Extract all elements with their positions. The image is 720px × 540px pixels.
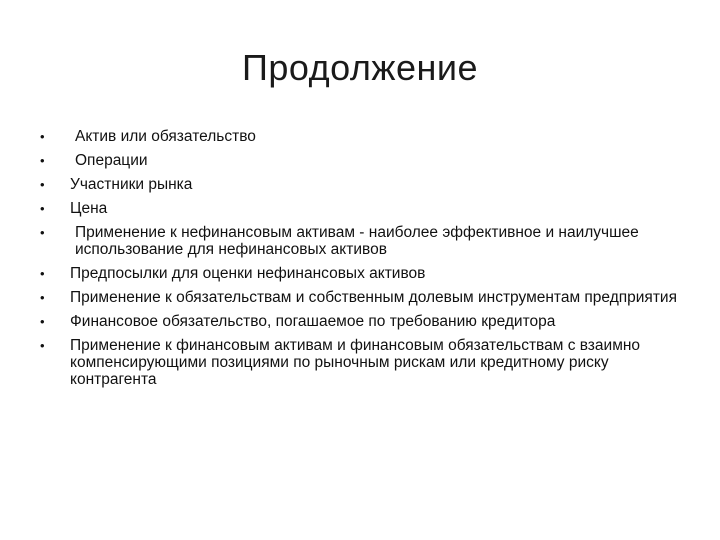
bullet-item-asset-or-liability (38, 128, 688, 145)
bullet-text: Цена (70, 200, 108, 217)
bullet-item-market-participants (38, 176, 688, 193)
bullet-dot: • (40, 338, 45, 353)
bullet-text: Применение к финансовым активам и финансовым обязательствам с взаимно компенсирующими позициями по рыночным рискам или кредитному риску контрагента (70, 337, 641, 388)
bullet-item-valuation-premise (38, 265, 688, 282)
bullet-item-nonfinancial-assets-application (38, 224, 688, 258)
bullet-item-price (38, 200, 688, 217)
bullet-item-offsetting-positions (38, 337, 688, 388)
bullet-dot: • (40, 290, 45, 305)
bullet-item-liabilities-application (38, 289, 688, 306)
bullet-text: Финансовое обязательство, погашаемое по требованию кредитора (70, 313, 556, 330)
bullet-list (38, 128, 688, 395)
bullet-dot: • (40, 266, 45, 281)
bullet-dot: • (40, 177, 45, 192)
bullet-text: Актив или обязательство (75, 128, 256, 145)
bullet-text: Участники рынка (70, 176, 193, 193)
bullet-text: Предпосылки для оценки нефинансовых активов (70, 265, 426, 282)
bullet-dot: • (40, 314, 45, 329)
bullet-text: Применение к обязательствам и собственным долевым инструментам предприятия (70, 289, 677, 306)
bullet-dot: • (40, 129, 45, 144)
bullet-text: Применение к нефинансовым активам - наиболее эффективное и наилучшее использование для нефинансовых активов (75, 224, 639, 258)
bullet-item-demand-liability (38, 313, 688, 330)
bullet-dot: • (40, 153, 45, 168)
bullet-text: Операции (75, 152, 148, 169)
bullet-item-operations (38, 152, 688, 169)
bullet-dot: • (40, 201, 45, 216)
bullet-dot: • (40, 225, 45, 240)
slide-title: Продолжение (242, 47, 478, 88)
